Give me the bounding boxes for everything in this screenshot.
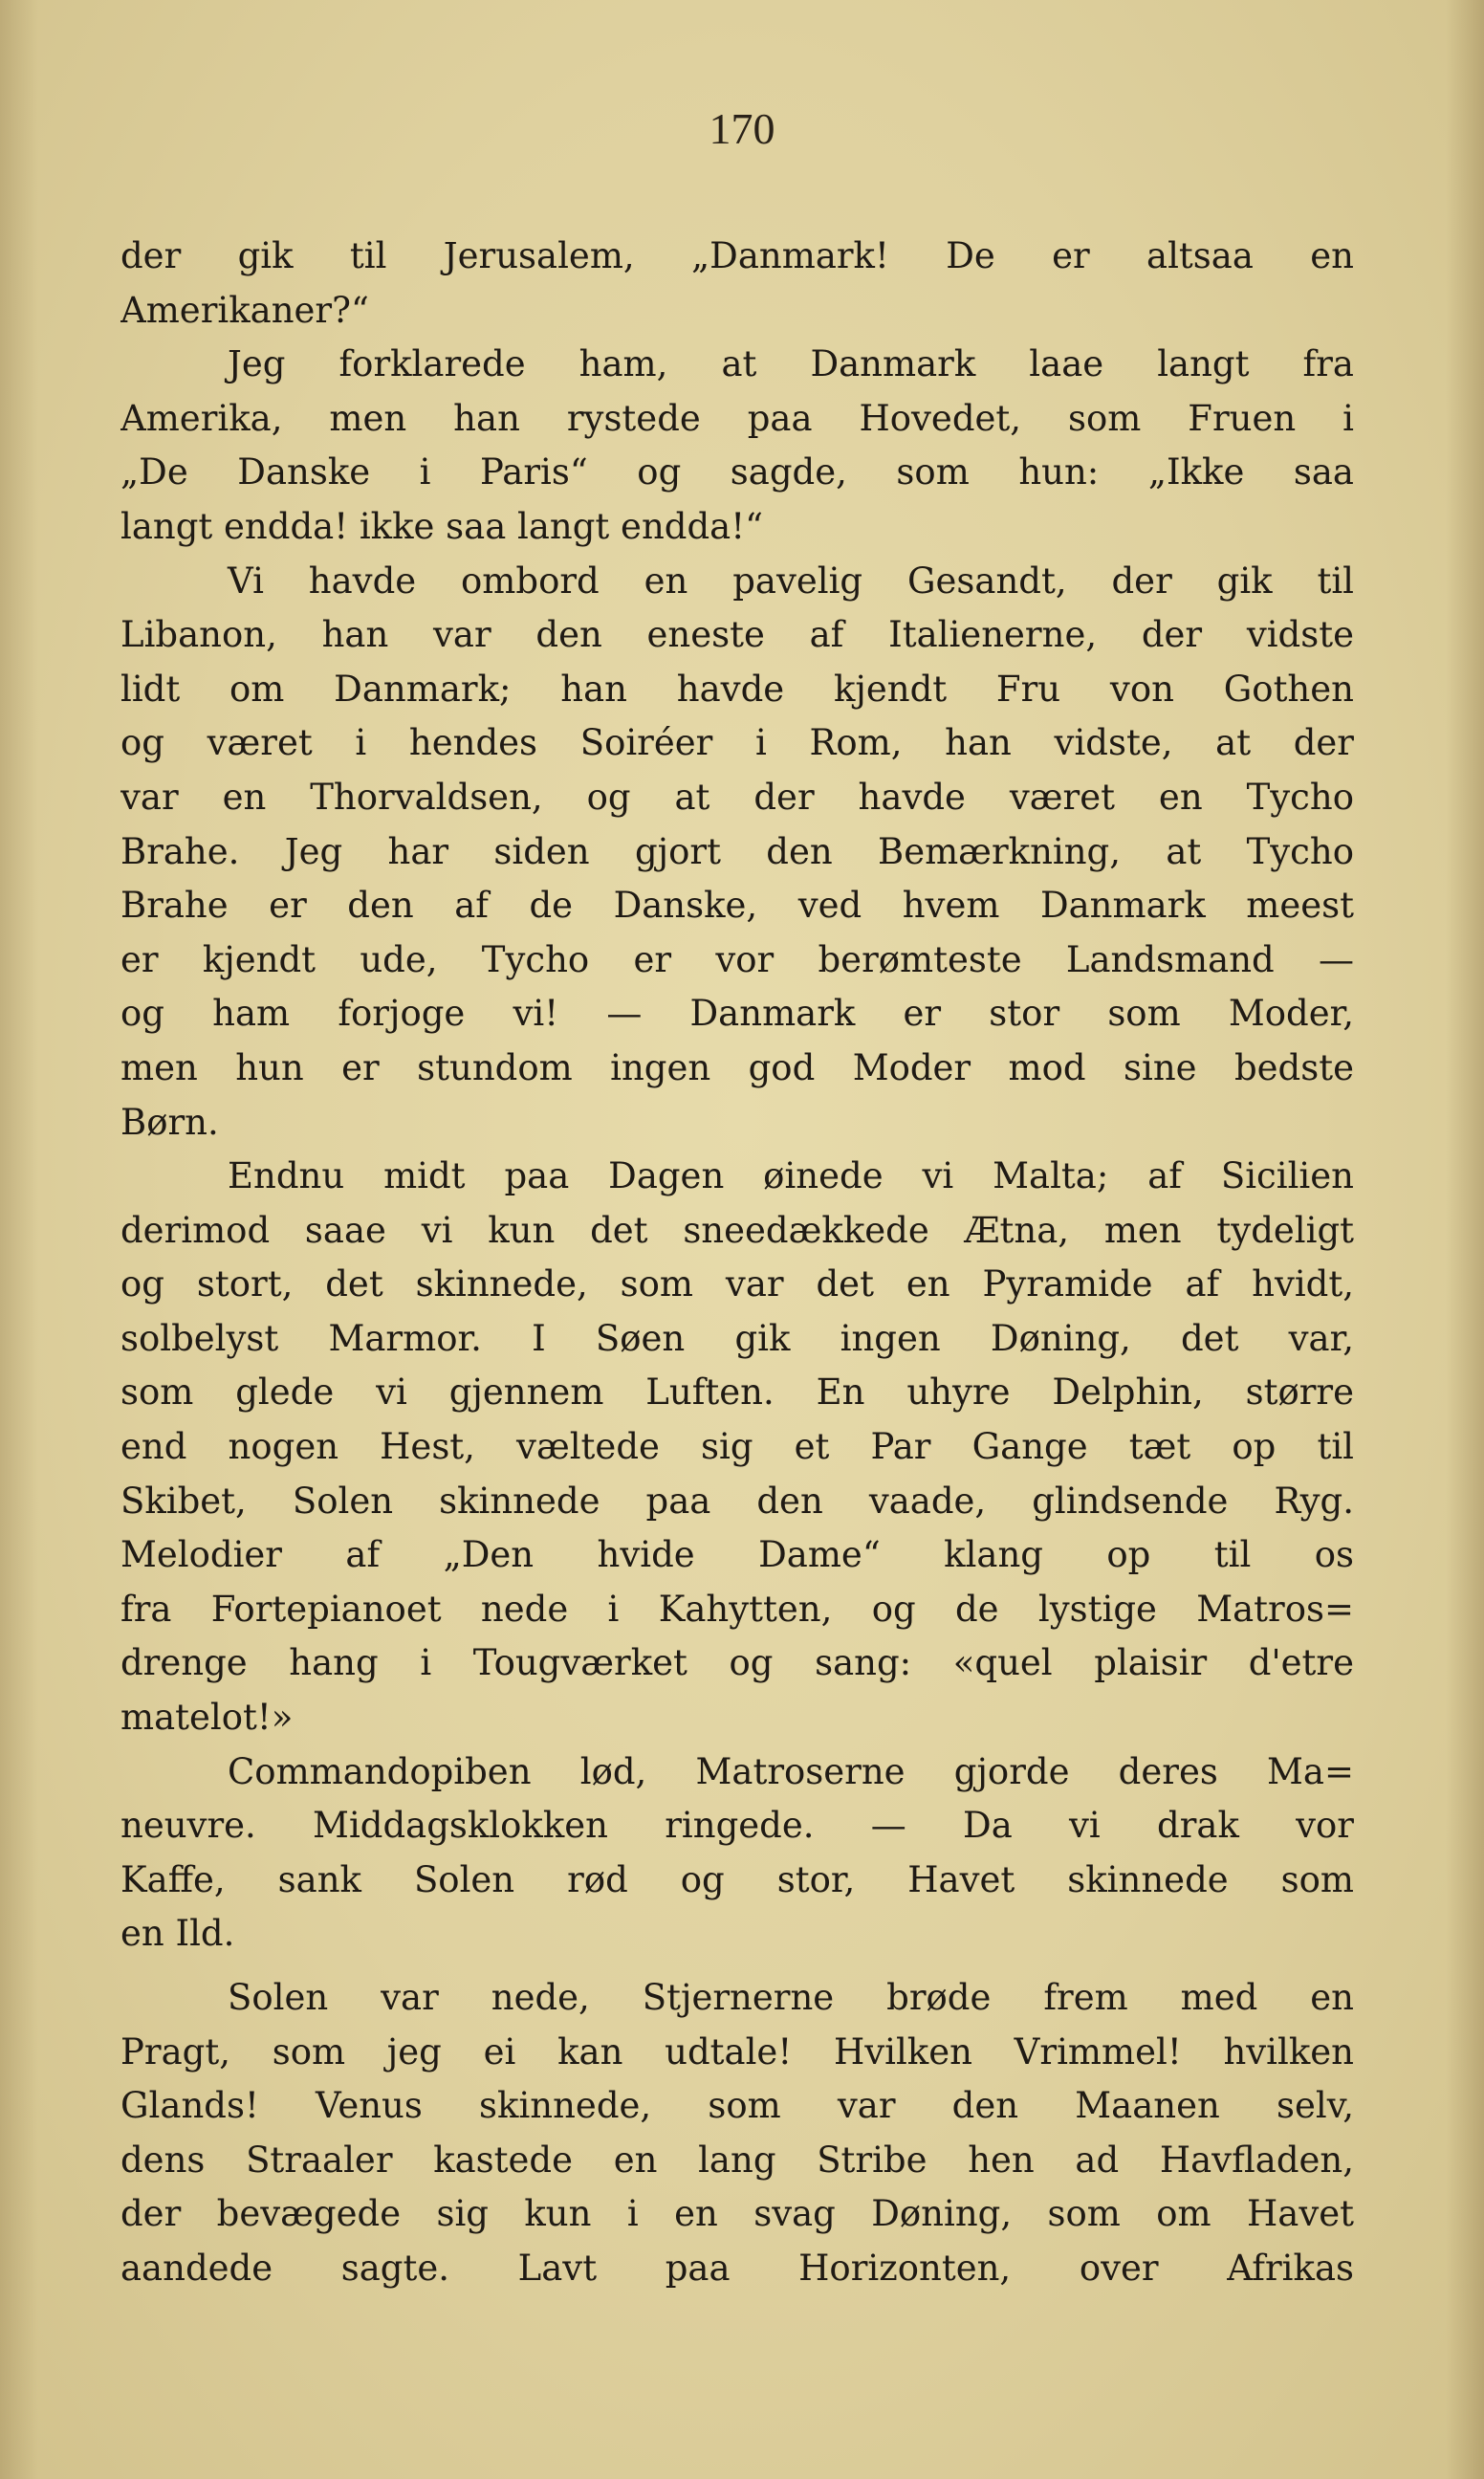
text-line: end nogen Hest, væltede sig et Par Gange tæt op til	[120, 1426, 1354, 1468]
text-line: lidt om Danmark; han havde kjendt Fru von Gothen	[120, 668, 1354, 710]
text-line: en Ild.	[120, 1913, 235, 1955]
text-line: dens Straaler kastede en lang Stribe hen ad Havfladen,	[120, 2139, 1354, 2181]
page-edge-shadow-left	[0, 0, 38, 2479]
text-line: og ham forjoge vi! — Danmark er stor som Moder,	[120, 993, 1354, 1035]
body-text	[120, 230, 1354, 2296]
text-line: Vi havde ombord en pavelig Gesandt, der gik til	[228, 559, 1354, 602]
text-line: Jeg forklarede ham, at Danmark laae langt fra	[228, 343, 1354, 385]
text-line: som glede vi gjennem Luften. En uhyre Delphin, større	[120, 1371, 1354, 1414]
text-line: neuvre. Middagsklokken ringede. — Da vi drak vor	[120, 1805, 1354, 1847]
text-line: Commandopiben lød, Matroserne gjorde deres Ma=	[228, 1750, 1354, 1792]
text-line: Glands! Venus skinnede, som var den Maanen selv,	[120, 2085, 1354, 2127]
text-line: Solen var nede, Stjernerne brøde frem med en	[228, 1977, 1354, 2018]
text-line: Børn.	[120, 1101, 219, 1143]
text-line: Amerika, men han rystede paa Hovedet, som Fruen i	[120, 397, 1354, 439]
text-line: Melodier af „Den hvide Dame“ klang op til os	[120, 1534, 1354, 1576]
text-line: og været i hendes Soiréer i Rom, han vidste, at der	[120, 722, 1354, 764]
text-line: fra Fortepianoet nede i Kahytten, og de lystige Matros=	[120, 1588, 1354, 1630]
text-line: Brahe. Jeg har siden gjort den Bemærkning, at Tycho	[120, 830, 1354, 872]
text-line: matelot!»	[120, 1697, 294, 1739]
text-line: er kjendt ude, Tycho er vor berømteste Landsmand —	[120, 938, 1354, 980]
text-line: Skibet, Solen skinnede paa den vaade, glindsende Ryg.	[120, 1480, 1354, 1522]
text-line: var en Thorvaldsen, og at der havde været en Tycho	[120, 776, 1354, 818]
text-line: Pragt, som jeg ei kan udtale! Hvilken Vrimmel! hvilken	[120, 2030, 1354, 2073]
text-line: Kaffe, sank Solen rød og stor, Havet skinnede som	[120, 1858, 1354, 1900]
text-line: der bevægede sig kun i en svag Døning, som om Havet	[120, 2193, 1354, 2235]
text-line: solbelyst Marmor. I Søen gik ingen Døning, det var,	[120, 1317, 1354, 1359]
text-line: Libanon, han var den eneste af Italienerne, der vidste	[120, 614, 1354, 656]
page-edge-shadow-right	[1446, 0, 1484, 2479]
text-line: der gik til Jerusalem, „Danmark! De er altsaa en	[120, 235, 1354, 276]
page-number: 170	[709, 104, 775, 153]
text-line: derimod saae vi kun det sneedækkede Ætna, men tydeligt	[120, 1209, 1354, 1251]
text-line: Brahe er den af de Danske, ved hvem Danmark meest	[120, 885, 1354, 927]
text-line: Endnu midt paa Dagen øinede vi Malta; af Sicilien	[228, 1155, 1354, 1197]
text-line: drenge hang i Tougværket og sang: «quel plaisir d'etre	[120, 1642, 1354, 1684]
text-line: aandede sagte. Lavt paa Horizonten, over Afrikas	[120, 2247, 1354, 2289]
text-line: „De Danske i Paris“ og sagde, som hun: „Ikke saa	[120, 451, 1354, 494]
text-line: og stort, det skinnede, som var det en Pyramide af hvidt,	[120, 1263, 1354, 1305]
text-line: Amerikaner?“	[120, 289, 369, 331]
text-line: langt endda! ikke saa langt endda!“	[120, 505, 763, 547]
text-line: men hun er stundom ingen god Moder mod sine bedste	[120, 1046, 1354, 1088]
